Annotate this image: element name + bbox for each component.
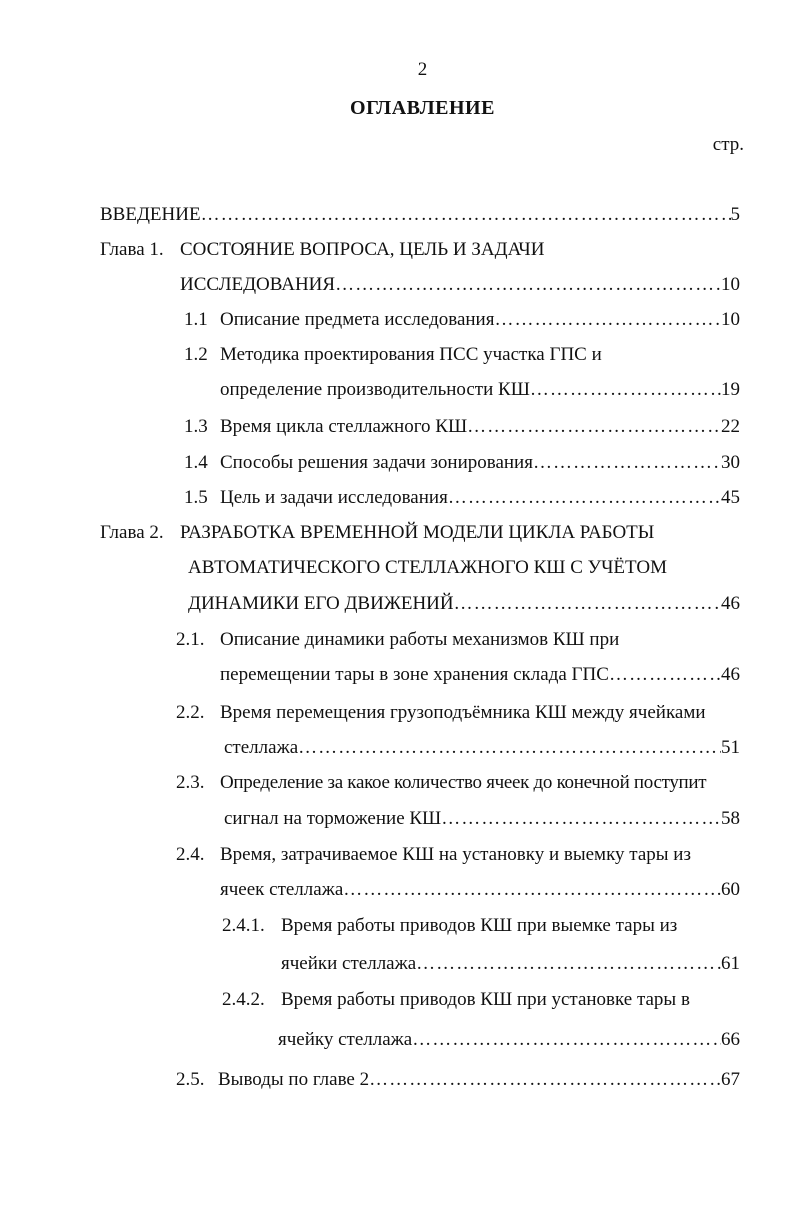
toc-entry-page: 30 — [721, 452, 740, 473]
toc-entry-introduction[interactable] — [100, 203, 740, 227]
toc-section-number: 2.4.1. — [222, 915, 265, 936]
page-number: 2 — [417, 59, 428, 80]
toc-entry-text: Описание динамики работы механизмов КШ при — [220, 629, 620, 650]
toc-entry-text: определение производительности КШ — [220, 379, 530, 400]
toc-entry-text: Время, затрачиваемое КШ на установку и выемку тары из — [220, 844, 691, 865]
toc-entry-text: ячеек стеллажа — [220, 879, 344, 900]
toc-entry-page: 51 — [721, 737, 740, 758]
dot-leader — [335, 273, 721, 297]
toc-entry-page: 46 — [721, 593, 740, 614]
toc-entry-text: ДИНАМИКИ ЕГО ДВИЖЕНИЙ — [188, 593, 454, 614]
toc-entry-page: 10 — [721, 309, 740, 330]
toc-section-number: 1.2 — [184, 344, 208, 365]
toc-section-number: 2.2. — [176, 702, 205, 723]
toc-entry-text: Цель и задачи исследования — [220, 487, 448, 508]
toc-entry-page: 67 — [721, 1069, 740, 1090]
toc-section-number: 1.3 — [184, 416, 208, 437]
toc-entry-text: АВТОМАТИЧЕСКОГО СТЕЛЛАЖНОГО КШ С УЧЁТОМ — [188, 557, 667, 578]
dot-leader — [530, 378, 721, 402]
toc-entry-2-1[interactable] — [220, 663, 740, 687]
toc-entry-1-2[interactable] — [220, 378, 740, 402]
toc-entry-chapter-2[interactable] — [188, 592, 740, 616]
toc-entry-text: перемещении тары в зоне хранения склада ГПС — [220, 664, 609, 685]
toc-entry-1-1[interactable] — [220, 308, 740, 332]
toc-entry-page: 66 — [721, 1029, 740, 1050]
toc-entry-page: 58 — [721, 808, 740, 829]
toc-entry-text: Время цикла стеллажного КШ — [220, 416, 468, 437]
dot-leader — [343, 878, 721, 902]
toc-entry-text: Время перемещения грузоподъёмника КШ между ячейками — [220, 702, 706, 723]
toc-entry-text: Определение за какое количество ячеек до конечной поступит — [220, 772, 707, 793]
dot-leader — [609, 663, 721, 687]
page-title: ОГЛАВЛЕНИЕ — [350, 97, 495, 119]
toc-entry-page: 46 — [721, 664, 740, 685]
toc-entry-text: Описание предмета исследования — [220, 309, 495, 330]
toc-entry-text: ВВЕДЕНИЕ — [100, 204, 201, 225]
toc-entry-page: 10 — [721, 274, 740, 295]
toc-chapter-label: Глава 2. — [100, 522, 164, 543]
toc-entry-2-4-1[interactable] — [281, 952, 740, 976]
toc-entry-text: РАЗРАБОТКА ВРЕМЕННОЙ МОДЕЛИ ЦИКЛА РАБОТЫ — [180, 522, 655, 543]
toc-entry-text: ИССЛЕДОВАНИЯ — [180, 274, 336, 295]
toc-section-number: 2.4. — [176, 844, 205, 865]
toc-entry-page: 22 — [721, 416, 740, 437]
dot-leader — [533, 451, 721, 475]
toc-entry-1-4[interactable] — [220, 451, 740, 475]
page-column-label: стр. — [712, 134, 744, 155]
dot-leader — [412, 1028, 721, 1052]
dot-leader — [441, 807, 721, 831]
dot-leader — [448, 486, 721, 510]
dot-leader — [416, 952, 721, 976]
dot-leader — [467, 415, 721, 439]
toc-entry-text: стеллажа — [224, 737, 299, 758]
toc-entry-chapter-1[interactable] — [180, 273, 740, 297]
toc-section-number: 1.4 — [184, 452, 208, 473]
toc-chapter-label: Глава 1. — [100, 239, 164, 260]
toc-section-number: 1.5 — [184, 487, 208, 508]
toc-entry-page: 45 — [721, 487, 740, 508]
toc-entry-2-3[interactable] — [224, 807, 740, 831]
toc-entry-text: Способы решения задачи зонирования — [220, 452, 533, 473]
toc-entry-page: 60 — [721, 879, 740, 900]
dot-leader — [454, 592, 721, 616]
toc-section-number: 2.4.2. — [222, 989, 265, 1010]
toc-entry-text: сигнал на торможение КШ — [224, 808, 442, 829]
toc-section-number: 2.1. — [176, 629, 205, 650]
toc-entry-2-4-2[interactable] — [278, 1028, 740, 1052]
toc-entry-2-4[interactable] — [220, 878, 740, 902]
toc-entry-text: СОСТОЯНИЕ ВОПРОСА, ЦЕЛЬ И ЗАДАЧИ — [180, 239, 545, 260]
toc-entry-page: 19 — [721, 379, 740, 400]
toc-entry-1-5[interactable] — [220, 486, 740, 510]
toc-entry-text: ячейки стеллажа — [281, 953, 417, 974]
toc-entry-page: 5 — [730, 204, 740, 225]
dot-leader — [201, 203, 731, 227]
dot-leader — [369, 1068, 721, 1092]
toc-entry-2-2[interactable] — [224, 736, 740, 760]
dot-leader — [298, 736, 721, 760]
dot-leader — [494, 308, 721, 332]
toc-entry-text: Выводы по главе 2 — [218, 1069, 370, 1090]
toc-entry-text: Время работы приводов КШ при установке тары в — [281, 989, 690, 1010]
toc-entry-text: ячейку стеллажа — [278, 1029, 413, 1050]
toc-section-number: 1.1 — [184, 309, 208, 330]
toc-entry-page: 61 — [721, 953, 740, 974]
toc-entry-text: Время работы приводов КШ при выемке тары из — [281, 915, 678, 936]
toc-entry-text: Методика проектирования ПСС участка ГПС и — [220, 344, 602, 365]
toc-entry-1-3[interactable] — [220, 415, 740, 439]
toc-entry-2-5[interactable] — [218, 1068, 740, 1092]
toc-section-number: 2.3. — [176, 772, 205, 793]
toc-section-number: 2.5. — [176, 1069, 205, 1090]
